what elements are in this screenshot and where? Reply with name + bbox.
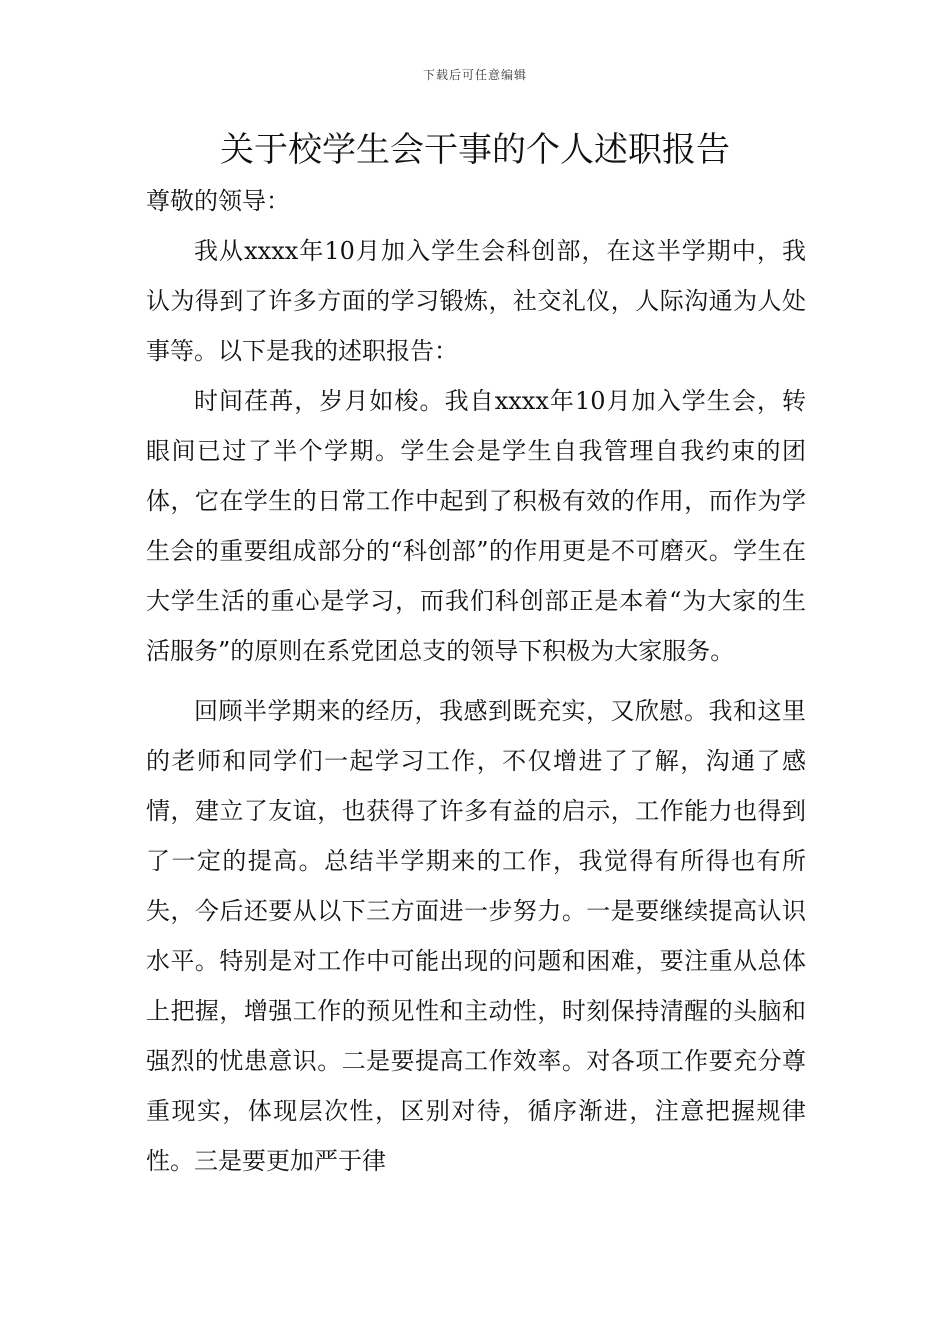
document-body xyxy=(146,176,806,1186)
salutation: 尊敬的领导： xyxy=(146,187,290,215)
paragraph-2: 时间荏苒，岁月如梭。我自xxxx年10月加入学生会，转眼间已过了半个学期。学生会是学生自我管理自我约束的团体，它在学生的日常工作中起到了积极有效的作用，而作为学生会的重要组成部分的“科创部”的作用更是不可磨灭。学生在大学生活的重心是学习，而我们科创部正是本着“为大家的生活服务”的原则在系党团总支的领导下积极为大家服务。 xyxy=(146,387,806,665)
paragraph-1: 我从xxxx年10月加入学生会科创部，在这半学期中，我认为得到了许多方面的学习锻炼，社交礼仪，人际沟通为人处事等。以下是我的述职报告： xyxy=(146,237,806,365)
header-note: 下载后可任意编辑 xyxy=(422,68,527,82)
paragraph-3: 回顾半学期来的经历，我感到既充实，又欣慰。我和这里的老师和同学们一起学习工作，不仅增进了了解，沟通了感情，建立了友谊，也获得了许多有益的启示，工作能力也得到了一定的提高。总结半学期来的工作，我觉得有所得也有所失，今后还要从以下三方面进一步努力。一是要继续提高认识水平。特别是对工作中可能出现的问题和困难，要注重从总体上把握，增强工作的预见性和主动性，时刻保持清醒的头脑和强烈的忧患意识。二是要提高工作效率。对各项工作要充分尊重现实，体现层次性，区别对待，循序渐进，注意把握规律性。三是要更加严于律 xyxy=(146,697,806,1175)
document-title: 关于校学生会干事的个人述职报告 xyxy=(220,130,730,170)
